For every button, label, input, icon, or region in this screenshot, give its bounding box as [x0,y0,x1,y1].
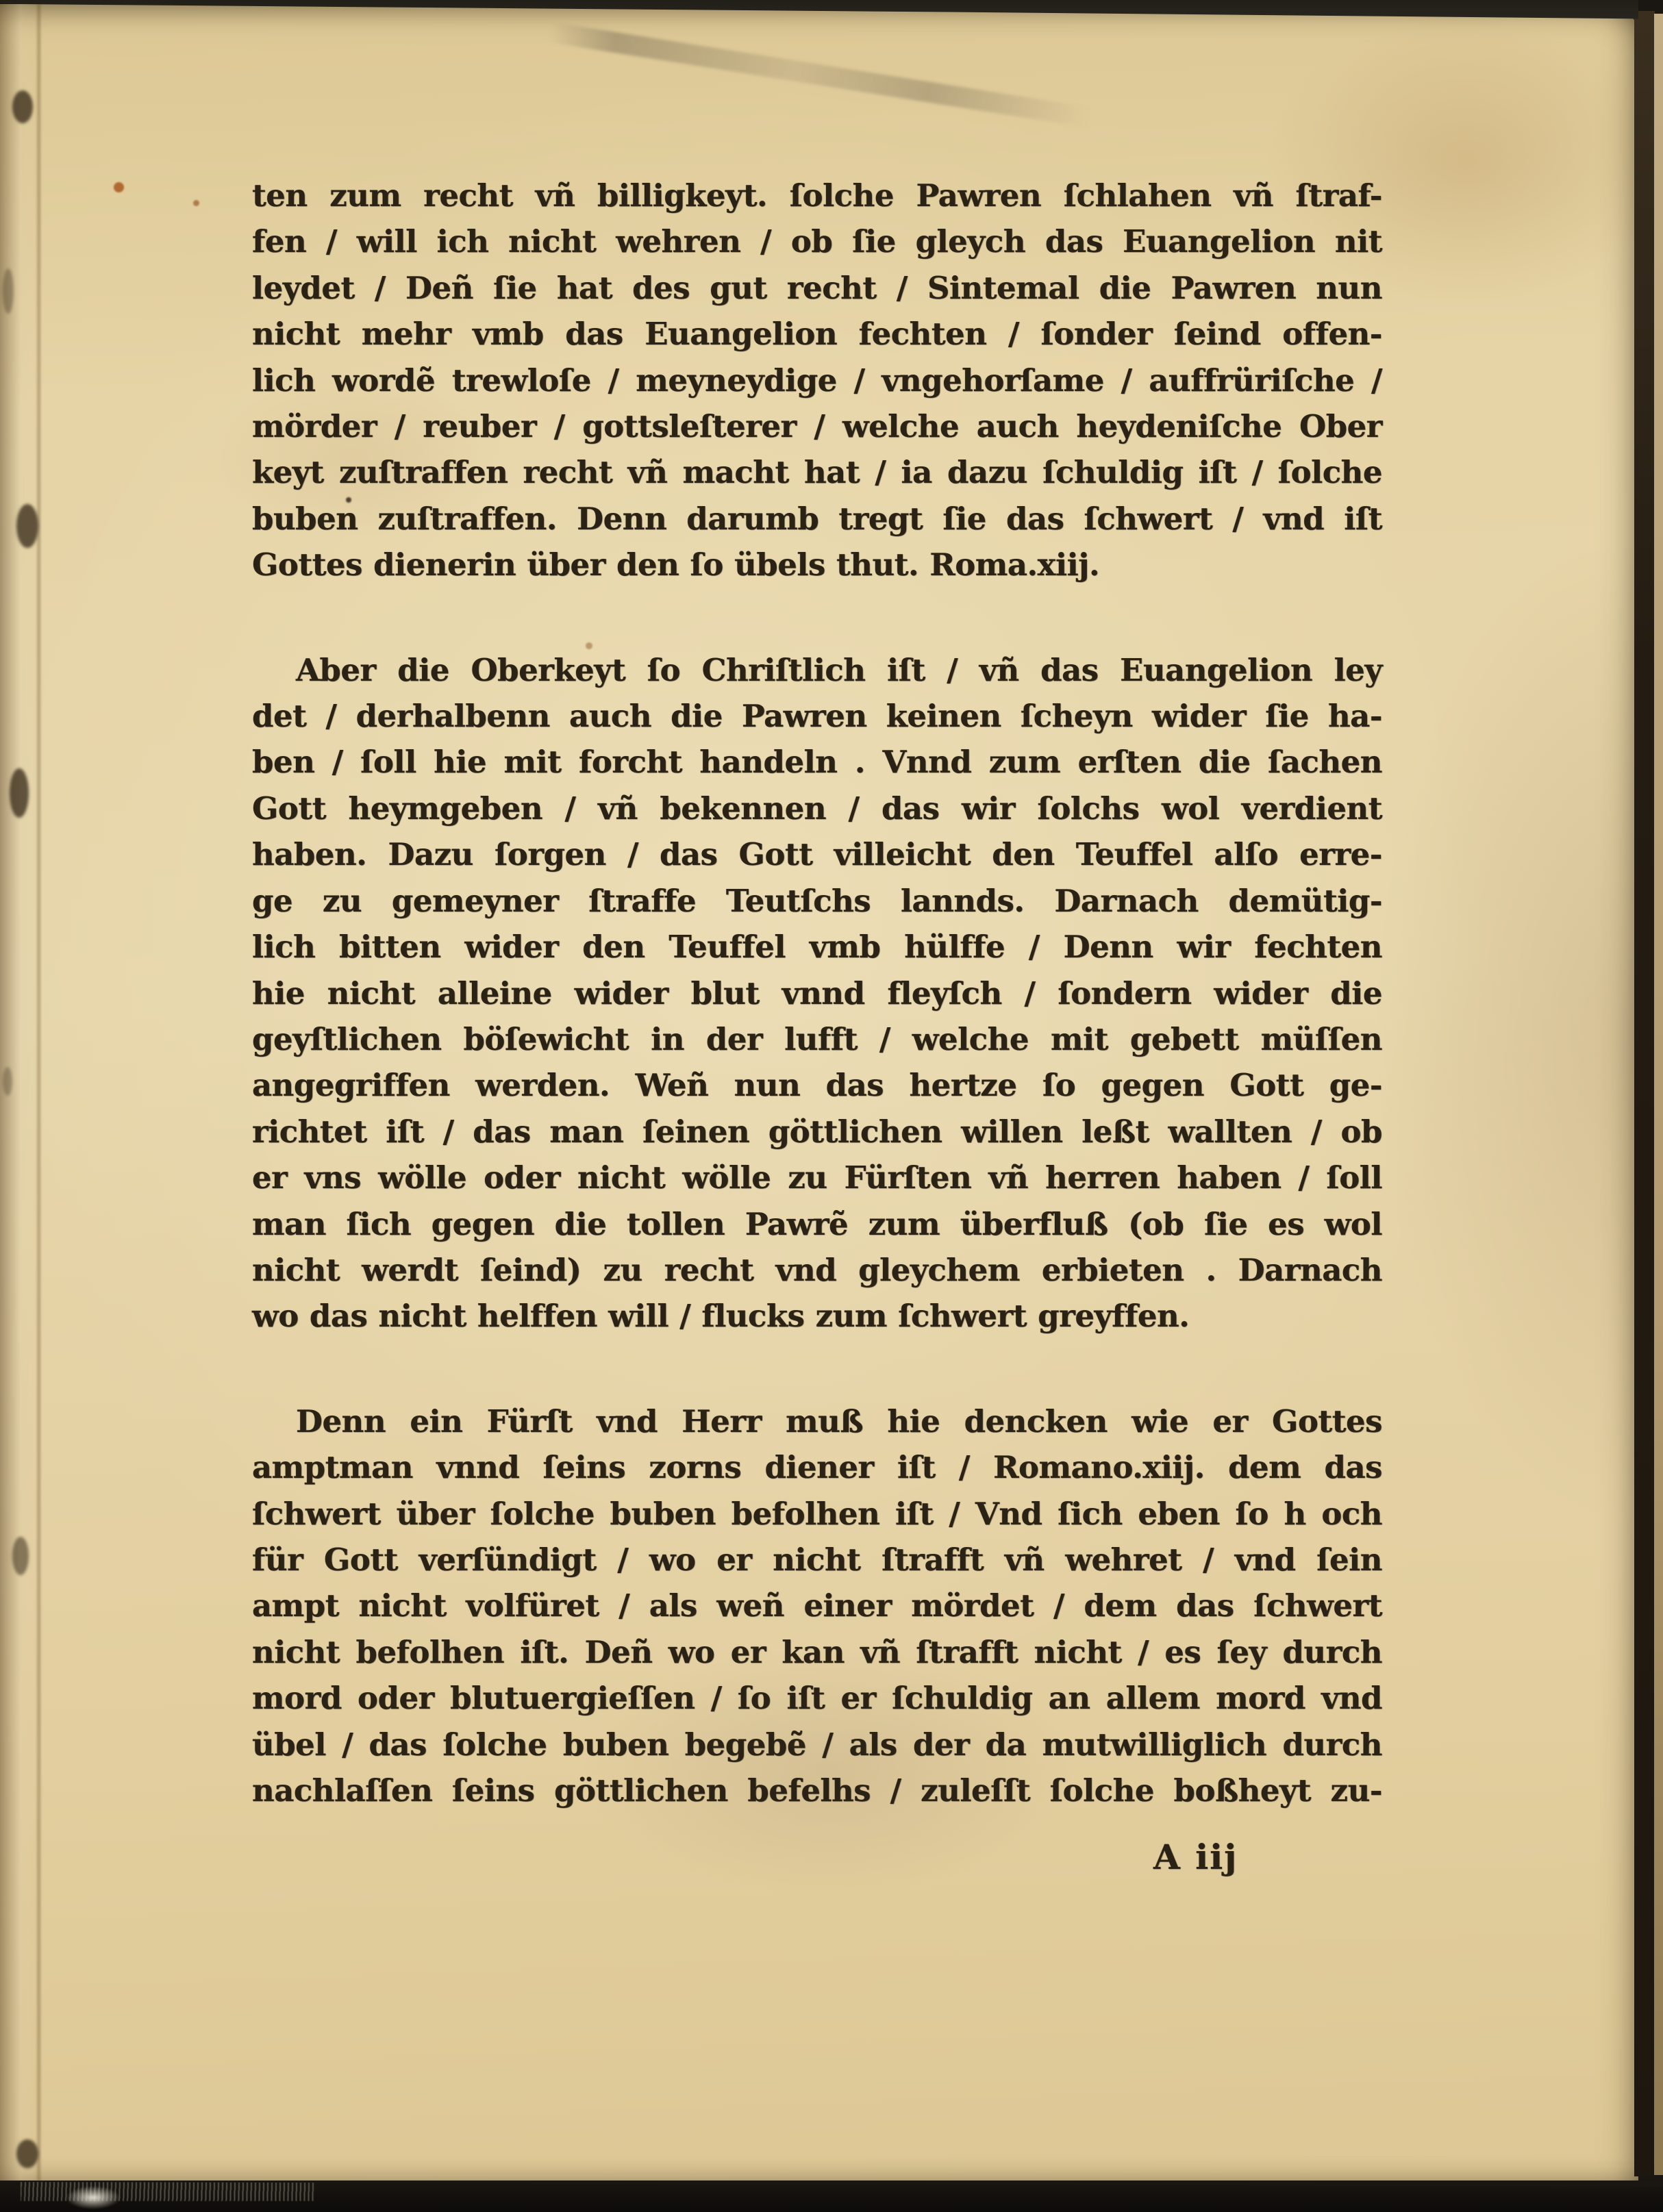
text-line: keyt zuſtraffen recht vñ macht hat / ia dazu ſchuldig iſt / ſolche [252,454,1382,491]
text-line: nachlaſſen ſeins göttlichen befelhs / zuleſſt ſolche boßheyt zu- [252,1772,1382,1809]
text-line: ben / ſoll hie mit forcht handeln . Vnnd zum erſten die ſachen [252,744,1382,781]
text-line: wo das nicht helffen will / flucks zum ſchwert greyffen. [252,1298,1190,1335]
text-line: buben zuſtraffen. Denn darumb tregt ſie das ſchwert / vnd iſt [252,500,1382,537]
text-line: haben. Dazu ſorgen / das Gott villeicht den Teuffel alſo erre- [252,836,1382,873]
text-line: Gott heymgeben / vñ bekennen / das wir ſolchs wol verdient [252,790,1382,827]
text-line: lich bitten wider den Teuffel vmb hülffe / Denn wir fechten [252,929,1382,966]
foxing-spot [193,200,199,206]
text-line: er vns wölle oder nicht wölle zu Fürſten vñ herren haben / ſoll [252,1159,1382,1196]
ink-smudge [12,90,33,123]
paragraph [252,173,1382,588]
text-line: hie nicht alleine wider blut vnnd fleyſch / ſondern wider die [252,975,1382,1011]
binding-glint [66,2186,121,2209]
text-line: leydet / Deñ ſie hat des gut recht / Sintemal die Pawren nun [252,269,1382,306]
fore-edge-pages [1654,14,1663,2175]
text-line: lich wordẽ trewloſe / meyneydige / vngehorſame / auffrüriſche / [252,362,1382,399]
text-line: ſchwert über ſolche buben befolhen iſt / Vnd ſich eben ſo h och [252,1495,1382,1532]
text-line: ge zu gemeyner ſtraffe Teutſchs lannds. Darnach demütig- [252,882,1382,919]
text-line: det / derhalbenn auch die Pawren keinen ſcheyn wider ſie ha- [252,698,1382,735]
text-line: fen / will ich nicht wehren / ob ſie gleych das Euangelion nit [252,223,1382,260]
text-line: geyſtlichen böſewicht in der lufft / welche mit gebett müſſen [252,1020,1382,1057]
text-line: Gottes dienerin über den ſo übels thut. Roma.xiij. [252,546,1100,583]
text-line: für Gott verſündigt / wo er nicht ſtrafft vñ wehret / vnd ſein [252,1541,1382,1578]
ink-smudge [12,1537,29,1575]
text-line: Aber die Oberkeyt ſo Chriſtlich iſt / vñ das Euangelion ley [296,651,1382,688]
text-line: angegriffen werden. Weñ nun das hertze ſo gegen Gott ge- [252,1067,1382,1104]
binding-texture [21,2182,315,2201]
text-line: ten zum recht vñ billigkeyt. ſolche Pawren ſchlahen vñ ſtraf- [252,177,1382,214]
text-line: amptman vnnd ſeins zorns diener iſt / Romano.xiij. dem das [252,1449,1382,1486]
ink-smudge [3,1067,12,1096]
text-line: ampt nicht volfüret / als weñ einer mördet / dem das ſchwert [252,1587,1382,1624]
text-block [252,173,1382,1878]
ink-smudge [3,268,14,314]
ink-smudge [10,768,29,818]
text-line: nicht werdt ſeind) zu recht vnd gleychem erbieten . Darnach [252,1251,1382,1288]
page-edge-shadow [1634,11,1655,2176]
text-line: man ſich gegen die tollen Pawrẽ zum überfluß (ob ſie es wol [252,1205,1382,1242]
text-line: nicht mehr vmb das Euangelion fechten / ſonder ſeind offen- [252,316,1382,353]
paragraph [252,647,1382,1340]
gutter-crease [36,4,42,2180]
text-line: Denn ein Fürſt vnd Herr muß hie dencken wie er Gottes [296,1403,1382,1440]
text-line: richtet iſt / das man ſeinen göttlichen willen leßt wallten / ob [252,1113,1382,1150]
text-line: nicht befolhen iſt. Deñ wo er kan vñ ſtrafft nicht / es ſey durch [252,1633,1382,1670]
text-line: übel / das ſolche buben begebẽ / als der da mutwilliglich durch [252,1726,1382,1763]
text-line: mord oder blutuergieſſen / ſo iſt er ſchuldig an allem mord vnd [252,1680,1382,1717]
book-page [0,4,1638,2180]
ink-smudge [16,2139,38,2168]
foxing-spot [114,182,124,192]
ink-smudge [16,504,38,548]
paragraph [252,1398,1382,1814]
text-line: mörder / reuber / gottsleſterer / welche auch heydeniſche Ober [252,408,1382,445]
signature-mark: A iij [1153,1837,1238,1878]
offset-ink-smear [548,22,1092,128]
